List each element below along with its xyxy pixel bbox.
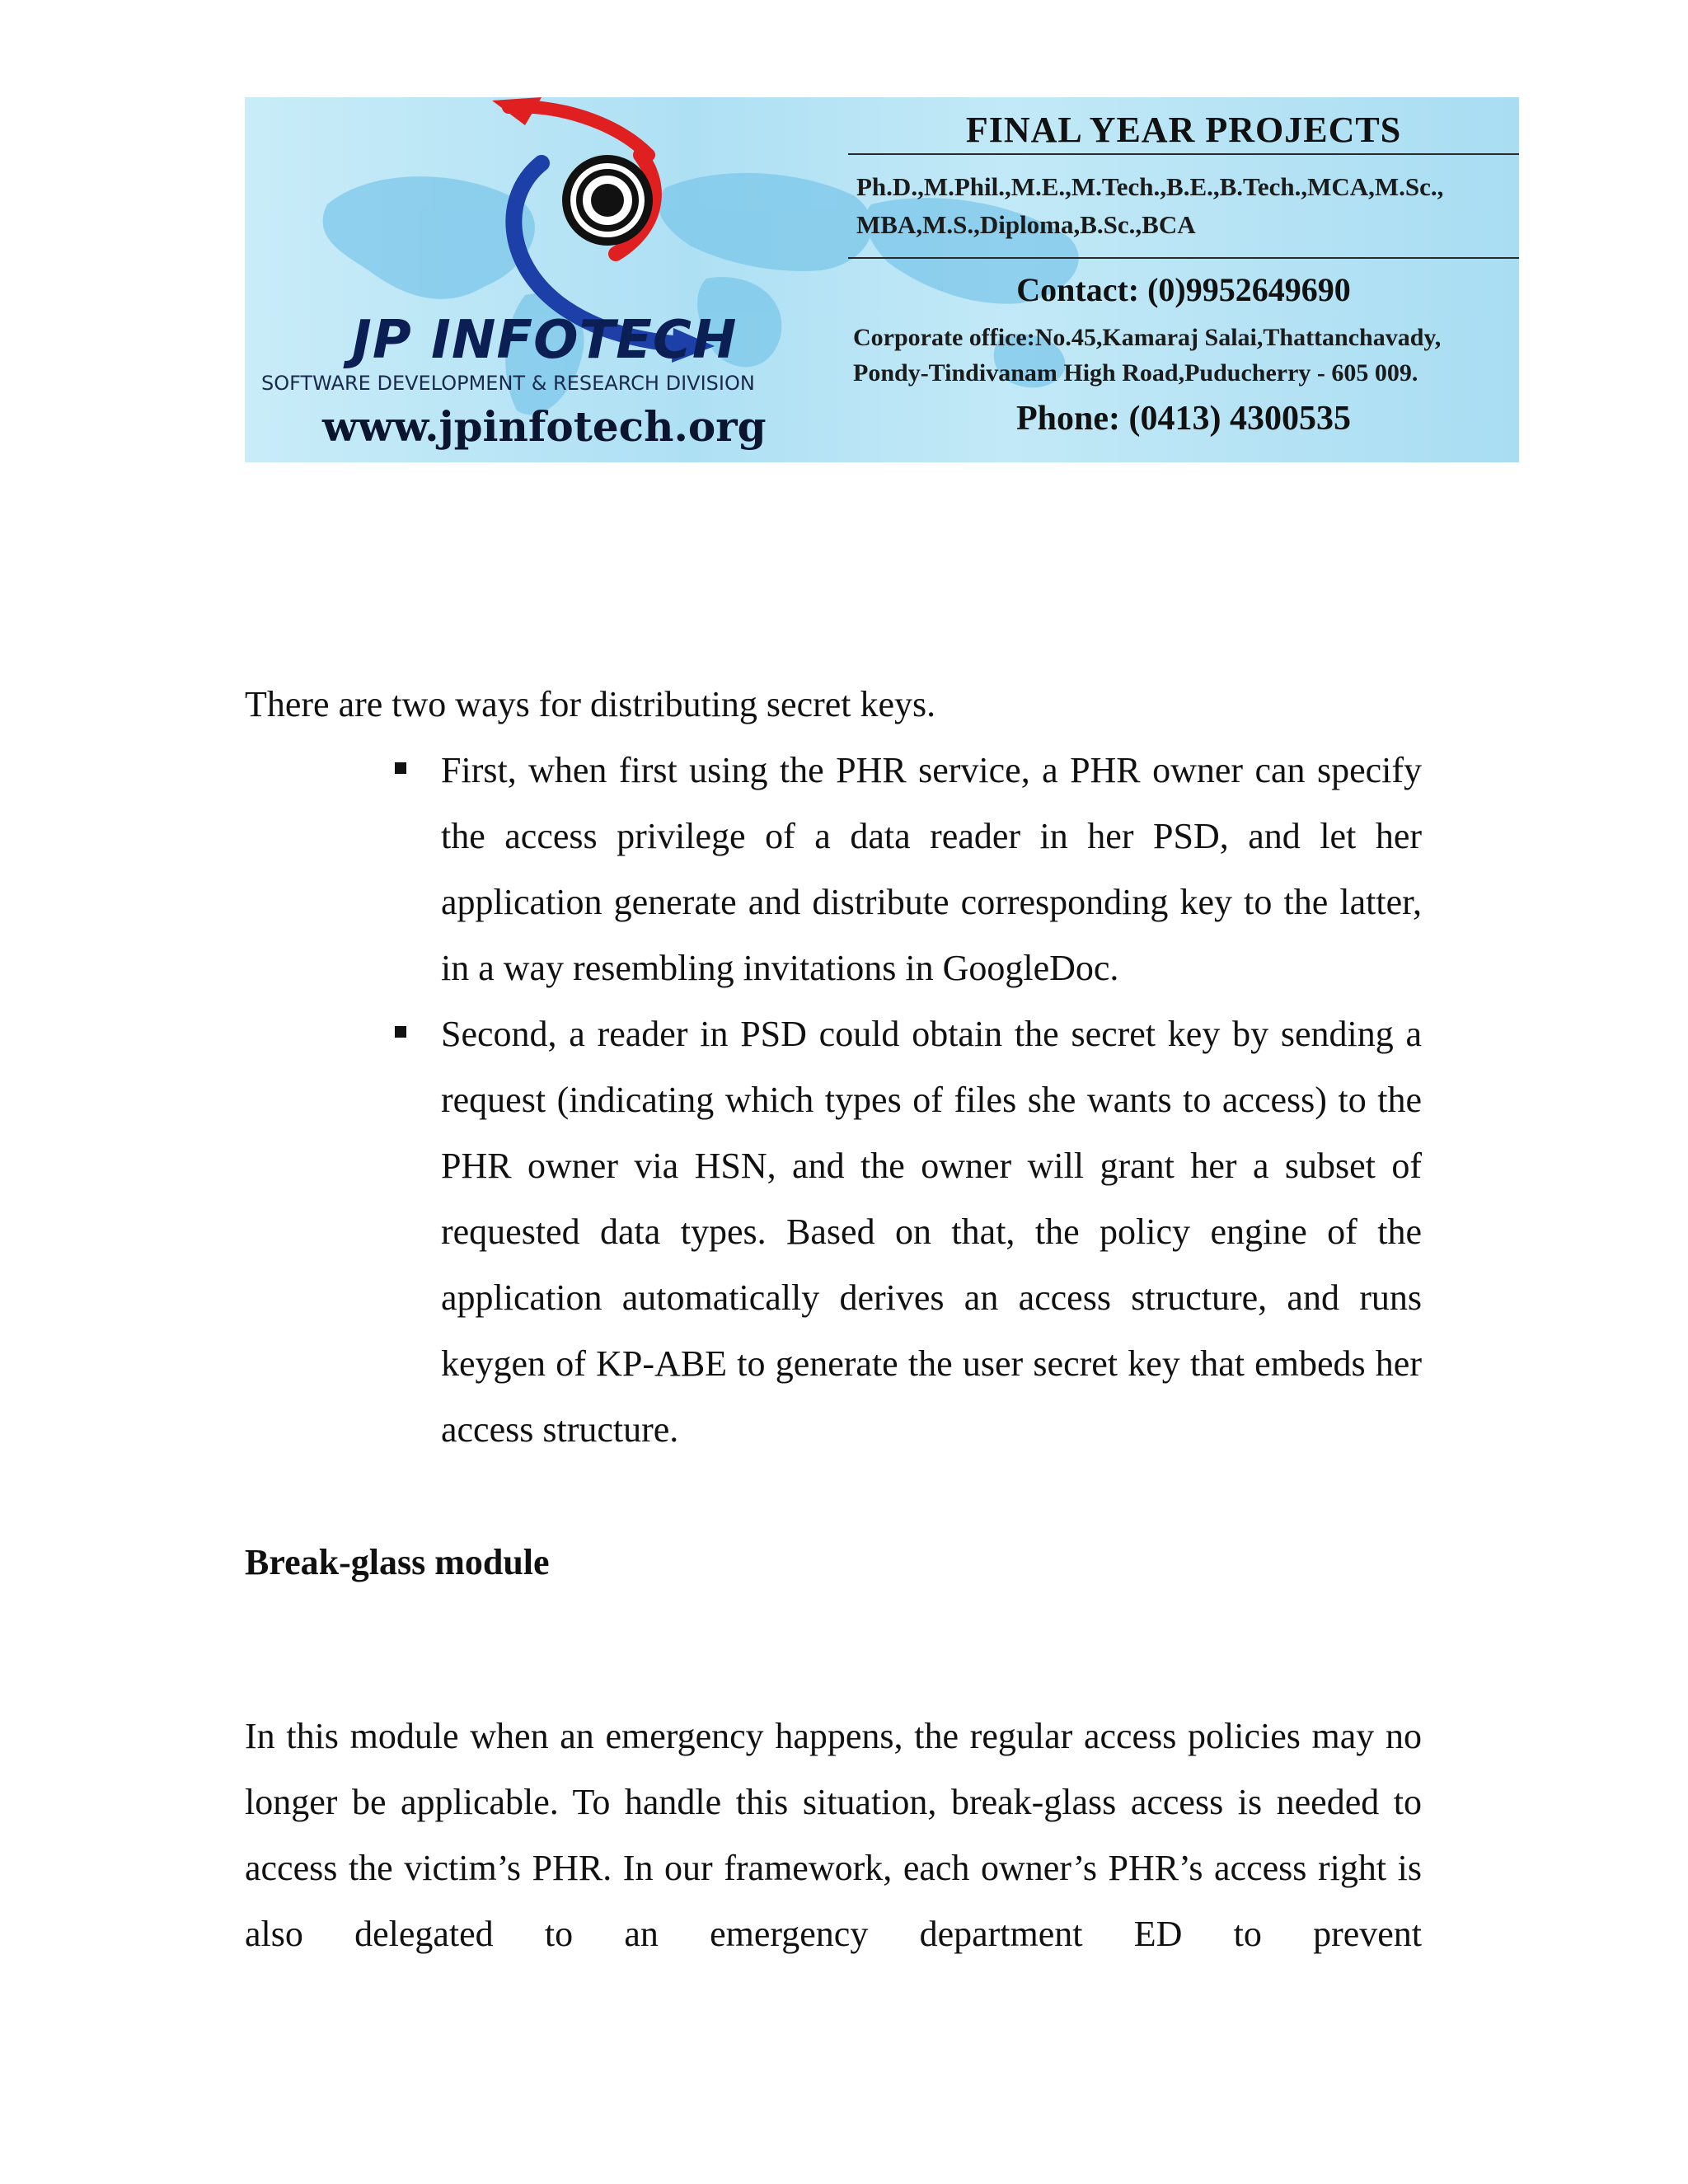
courses-list (856, 168, 1516, 244)
brand-tagline: SOFTWARE DEVELOPMENT & RESEARCH DIVISION (261, 372, 755, 395)
divider (848, 257, 1519, 259)
square-bullet-icon (395, 1026, 406, 1038)
courses-line: MBA,M.S.,Diploma,B.Sc.,BCA (856, 210, 1196, 239)
list-item-text: Second, a reader in PSD could obtain the secret key by sending a request (indicating which types of files she wants to access) to the PHR owner via HSN, and the owner will grant her a subset of requested data types. Based on that, the policy engine of the application automatically derives an access structure, and runs keygen of KP-ABE to generate the user secret key that embeds her access structure. (441, 1014, 1422, 1450)
section-heading: Break-glass module (245, 1542, 550, 1582)
body-paragraph: In this module when an emergency happens, the regular access policies may no longer be applicable. To handle this situation, break-glass access is needed to access the victim’s PHR. In our framework, each owner’s PHR’s access right is also delegated to an emergency department ED to prevent (245, 1716, 1422, 1954)
banner-info-panel (848, 97, 1519, 462)
website-link[interactable]: www.jpinfotech.org (322, 402, 767, 451)
office-address (853, 320, 1519, 391)
bullet-list (441, 738, 1422, 1463)
divider (848, 153, 1519, 155)
list-item (441, 1001, 1422, 1463)
contact-number: Contact: (0)9952649690 (1016, 271, 1351, 308)
square-bullet-icon (395, 762, 406, 774)
banner-heading: FINAL YEAR PROJECTS (965, 110, 1402, 150)
list-item (441, 738, 1422, 1001)
address-line: Pondy-Tindivanam High Road,Puducherry - 605 009. (853, 359, 1418, 387)
address-line: Corporate office:No.45,Kamaraj Salai,Thattanchavady, (853, 324, 1442, 351)
header-banner (245, 97, 1519, 462)
courses-line: Ph.D.,M.Phil.,M.E.,M.Tech.,B.E.,B.Tech.,MCA,M.Sc., (856, 172, 1444, 201)
brand-name: JP INFOTECH (352, 310, 738, 371)
phone-number: Phone: (0413) 4300535 (1016, 400, 1351, 438)
list-item-text: First, when first using the PHR service, a PHR owner can specify the access privilege of a data reader in her PSD, and let her application generate and distribute corresponding key to the latter, in a way resembling invitations in GoogleDoc. (441, 750, 1422, 988)
intro-sentence: There are two ways for distributing secret keys. (245, 684, 936, 724)
